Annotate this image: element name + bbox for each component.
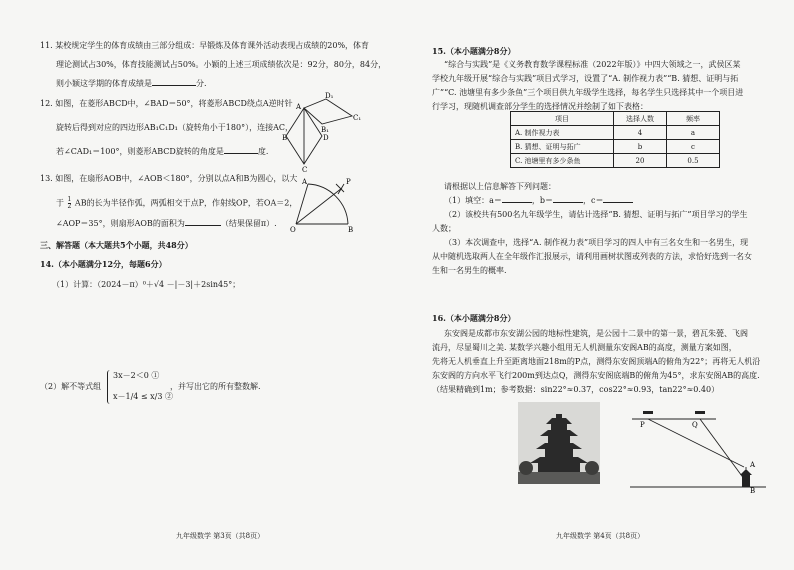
q13-figure: [286, 176, 366, 232]
q15-blank-b[interactable]: [553, 202, 583, 203]
q16-line4: 东安阁的方向水平飞行200m到达点Q，测得东安阁底端B的俯角为45°，求东安阁AB的高度.: [432, 371, 760, 380]
label-a: A: [296, 103, 302, 111]
table-cell: 20: [614, 154, 667, 168]
q12-answer-blank[interactable]: [224, 153, 258, 154]
q13-yu: 于: [56, 198, 64, 208]
q14-part2-label: （2）解不等式组: [40, 382, 102, 391]
q13-frac-den: 2: [67, 203, 72, 210]
q16-line3: 先将无人机垂直上升至距离地面218m的P点，测得东安阁顶端A的俯角为22°；再将无人机沿: [432, 357, 761, 366]
table-cell: C. 池塘里有多少条鱼: [511, 154, 614, 168]
table-row: [511, 140, 720, 154]
q15-line2: 学校九年级开展“综合与实践”项目式学习，设置了“A. 制作视力表”“B. 猜想、证明与拓: [432, 74, 739, 83]
q12-figure: [282, 90, 364, 172]
q12-line1: 12. 如图，在菱形ABCD中，∠BAD＝50°，将菱形ABCD绕点A逆时针: [40, 99, 293, 108]
q11-line1: 11. 某校规定学生的体育成绩由三部分组成：早锻炼及体育课外活动表现占成绩的20%，体育: [40, 41, 370, 50]
q13-note: （结果保留π）.: [220, 219, 277, 228]
q15-fill-c-label: ，c＝: [582, 196, 604, 205]
rhombus-ab1c1d1: [304, 99, 352, 124]
table-row: [511, 126, 720, 140]
label-b: B: [348, 226, 354, 232]
table-header: 项目: [511, 112, 614, 126]
label-c1: C₁: [353, 114, 362, 122]
table-cell: b: [614, 140, 667, 154]
drone-p-icon: [643, 411, 653, 414]
table-cell: c: [667, 140, 720, 154]
q14-ineq-1: 3x－2＜0 ①: [113, 371, 160, 380]
q14-part1: （1）计算：（2024－π）⁰＋√4 －|－3|＋2sin45°；: [52, 280, 241, 289]
q15-blank-c[interactable]: [603, 202, 633, 203]
table-header: 频率: [667, 112, 720, 126]
table-header: 选择人数: [614, 112, 667, 126]
q14-ineq-2: x－1/4 ≤ x/3 ②: [113, 392, 174, 401]
q13-frac-num: 1: [67, 196, 72, 203]
q12-line2: 旋转后得到对应的四边形AB₁C₁D₁（旋转角小于180°），连接AC，: [56, 123, 293, 132]
section3-heading: 三、解答题（本大题共5个小题，共48分）: [40, 240, 193, 250]
q14-brace: [107, 370, 112, 404]
arc-mark-2: [338, 184, 344, 194]
q12-line3: [56, 148, 268, 156]
label-o: O: [290, 226, 296, 232]
table-cell: B. 猜想、证明与拓广: [511, 140, 614, 154]
q16-diagram: [626, 405, 772, 493]
q15-part3b: 从中随机选取两人在全年级作汇报展示，请利用画树状图或列表的方法，求恰好选到一名女: [432, 252, 752, 261]
q14-title: 14.（本小题满分12分，每题6分）: [40, 259, 167, 269]
q14-part2-tail: ，并写出它的所有整数解.: [170, 382, 261, 391]
table-cell: 0.5: [667, 154, 720, 168]
q15-fill-b-label: ，b＝: [531, 196, 553, 205]
table-row: [511, 154, 720, 168]
q11-line3: [56, 80, 207, 88]
q15-table: [510, 111, 720, 168]
q15-part1: [444, 197, 633, 205]
radius-oa: [296, 184, 308, 224]
q13-line1: 13. 如图，在扇形AOB中，∠AOB＜180°，分别以点A和B为圆心，以大: [40, 174, 298, 183]
q11-text: 则小颖这学期的体育成绩是: [56, 79, 152, 88]
q11-answer-blank[interactable]: [152, 85, 196, 86]
table-cell: 4: [614, 126, 667, 140]
q16-line5: （结果精确到1m；参考数据：sin22°≈0.37，cos22°≈0.93，tan22°≈0.40）: [432, 385, 720, 394]
pavilion-photo: [518, 402, 600, 484]
q12-text: 若∠CAD₁＝100°，则菱形ABCD旋转的角度是: [56, 147, 224, 156]
q11-unit: 分.: [196, 79, 207, 88]
label-a: A: [750, 461, 756, 469]
pavilion-base-icon: [742, 475, 750, 487]
pavilion-icon: [740, 469, 752, 475]
label-q: Q: [692, 421, 698, 429]
q13-line3: [56, 220, 277, 228]
q15-line3: 广”“C. 池塘里有多少条鱼”三个项目供九年级学生选择，每名学生只选择其中一个项目进: [432, 88, 744, 97]
q15-part2: （2）该校共有500名九年级学生，请估计选择“B. 猜想、证明与拓广”项目学习的学生: [444, 210, 748, 219]
q15-prompt: 请根据以上信息解答下列问题：: [444, 182, 556, 191]
q11-line2: 理论测试占30%，体育技能测试占50%。小颖的上述三项成绩依次是：92分，80分，84分，: [56, 60, 387, 69]
q13-line2: [56, 197, 297, 210]
label-p: P: [346, 178, 351, 186]
q15-fill-a-label: （1）填空：a＝: [444, 196, 502, 205]
q16-line2: 流丹，尽显蜀川之美. 某数学兴趣小组用无人机测量东安阁AB的高度，测量方案如图，: [432, 343, 737, 352]
q15-part3c: 生和一名男生的概率.: [432, 266, 507, 275]
q13-text3: ∠AOP＝35°，则扇形AOB的面积为: [56, 219, 185, 228]
table-cell: a: [667, 126, 720, 140]
q15-blank-a[interactable]: [502, 202, 532, 203]
q15-line4: 行学习，现随机调查部分学生的选择情况并绘制了如下表格：: [432, 102, 648, 111]
right-footer: 九年级数学 第4页（共8页）: [556, 532, 645, 540]
table-header-row: [511, 112, 720, 126]
drone-q-icon: [695, 411, 705, 414]
q13-fraction: [68, 197, 72, 210]
q15-title: 15.（本小题满分8分）: [432, 46, 516, 56]
q12-unit: 度.: [257, 147, 269, 156]
left-footer: 九年级数学 第3页（共8页）: [176, 532, 265, 540]
label-a: A: [302, 178, 308, 186]
label-b: B: [282, 134, 288, 142]
label-d1: D₁: [325, 92, 334, 100]
q15-part3: （3）本次调查中，选择“A. 制作视力表”项目学习的四人中有三名女生和一名男生，现: [444, 238, 749, 247]
table-cell: A. 制作视力表: [511, 126, 614, 140]
q16-line1: 东安阁是成都市东安湖公园的地标性建筑，是公园十二景中的第一景，碧瓦朱甍、飞阁: [444, 329, 748, 338]
label-b1: B₁: [321, 126, 329, 134]
q13-text2: AB的长为半径作弧，两弧相交于点P，作射线OP，若OA＝2，: [74, 198, 298, 208]
label-c: C: [302, 166, 308, 172]
label-p: P: [640, 421, 645, 429]
q15-part2b: 人数；: [432, 224, 456, 233]
q15-line1: “综合与实践”是《义务教育数学课程标准（2022年版）》中四大领域之一，武侯区某: [444, 60, 741, 69]
q16-title: 16.（本小题满分8分）: [432, 313, 516, 323]
label-b: B: [750, 487, 756, 493]
ray-op: [296, 188, 342, 224]
label-d: D: [323, 134, 329, 142]
q13-answer-blank[interactable]: [185, 225, 221, 226]
